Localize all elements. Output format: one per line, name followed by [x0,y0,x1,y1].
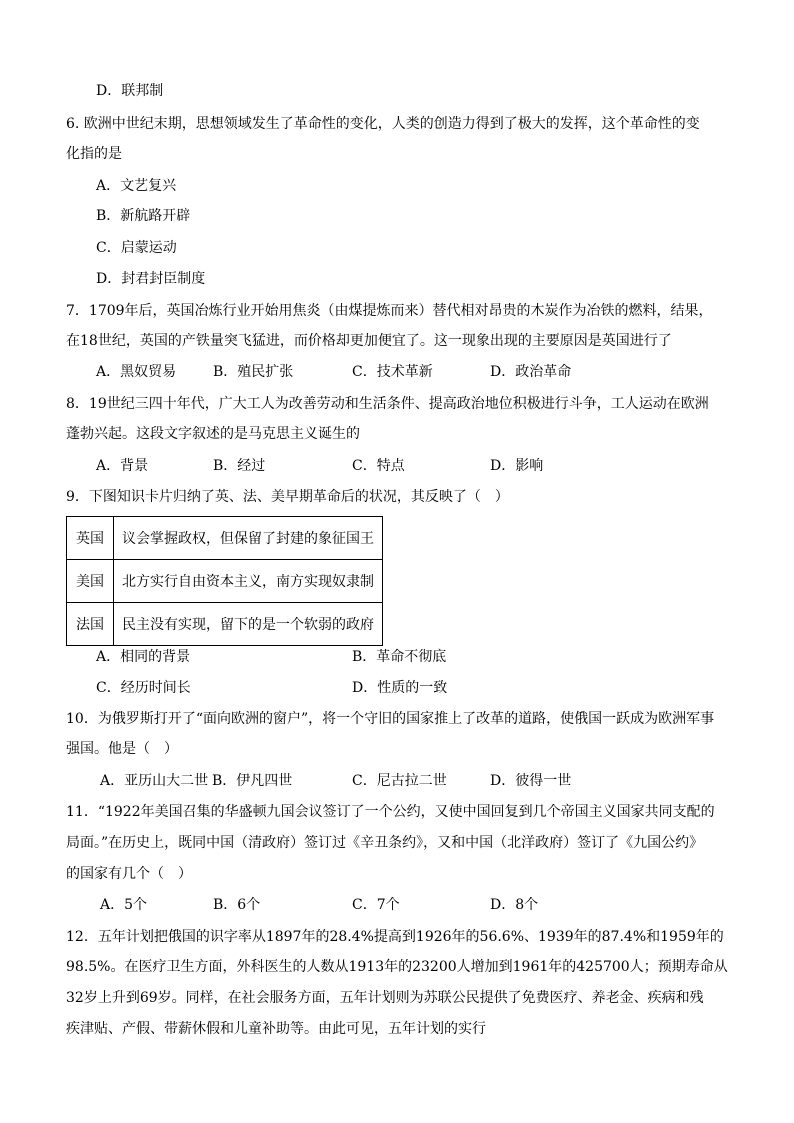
q8-stem-line2: 蓬勃兴起。这段文字叙述的是马克思主义诞生的 [66,426,360,442]
q8-option-d[interactable]: D．影响 [490,458,544,474]
q7-option-c[interactable]: C．技术革新 [352,364,433,380]
knowledge-card-table [66,516,383,646]
q12-stem-line4: 疾津贴、产假、带薪休假和儿童补助等。由此可见，五年计划的实行 [66,1021,486,1037]
table-cell-desc: 民主没有实现，留下的是一个软弱的政府 [114,603,383,646]
q10-option-a[interactable]: A．亚历山大二世 [100,773,209,789]
q6-option-d[interactable]: D．封君封臣制度 [96,271,206,287]
q6-stem-line2: 化指的是 [66,146,122,162]
q9-option-b[interactable]: B．革命不彻底 [352,649,447,665]
q12-stem-line3: 32岁上升到69岁。同样，在社会服务方面，五年计划则为苏联公民提供了免费医疗、养老金、疾病和残 [66,990,704,1006]
q11-option-d[interactable]: D．8个 [490,897,539,913]
q7-option-d[interactable]: D．政治革命 [490,364,572,380]
q8-option-c[interactable]: C．特点 [352,458,405,474]
q6-option-a[interactable]: A．文艺复兴 [96,178,177,194]
q7-stem-line2: 在18世纪，英国的产铁量突飞猛进，而价格却更加便宜了。这一现象出现的主要原因是英国进行了 [66,333,672,349]
q12-stem-line1: 12．五年计划把俄国的识字率从1897年的28.4%提高到1926年的56.6%、1939年的87.4%和1959年的 [66,929,724,945]
q7-option-a[interactable]: A．黑奴贸易 [96,364,177,380]
q8-option-b[interactable]: B．经过 [213,458,266,474]
q12-stem-line2: 98.5%。在医疗卫生方面，外科医生的人数从1913年的23200人增加到1961年的425700人；预期寿命从 [66,959,728,975]
q6-option-b[interactable]: B．新航路开辟 [96,208,191,224]
q7-option-b[interactable]: B．殖民扩张 [213,364,294,380]
q9-option-a[interactable]: A．相同的背景 [96,649,191,665]
q11-stem-line1: 11．“1922年美国召集的华盛顿九国会议签订了一个公约，又使中国回复到几个帝国主义国家共同支配的 [66,804,715,820]
table-row [67,603,383,646]
q6-stem-line1: 6. 欧洲中世纪末期，思想领域发生了革命性的变化，人类的创造力得到了极大的发挥，这个革命性的变 [66,116,700,132]
q7-stem-line1: 7．1709年后，英国冶炼行业开始用焦炎（由煤提炼而来）替代相对昂贵的木炭作为冶铁的燃料，结果， [66,303,713,319]
q10-stem-line2: 强国。他是（ ） [66,741,178,757]
q10-option-d[interactable]: D．彼得一世 [490,773,572,789]
q6-option-c[interactable]: C．启蒙运动 [96,240,177,256]
q10-stem-line1: 10．为俄罗斯打开了“面向欧洲的窗户”，将一个守旧的国家推上了改革的道路，使俄国一跃成为欧洲军事 [66,711,715,727]
q11-option-c[interactable]: C．7个 [352,897,400,913]
q11-option-b[interactable]: B．6个 [213,897,261,913]
q9-stem-line1: 9．下图知识卡片归纳了英、法、美早期革命后的状况，其反映了（ ） [66,489,509,505]
q8-stem-line1: 8．19世纪三四十年代，广大工人为改善劳动和生活条件、提高政治地位积极进行斗争，工人运动在欧洲 [66,396,709,412]
q11-option-a[interactable]: A．5个 [100,897,148,913]
table-cell-country: 法国 [67,603,114,646]
table-cell-country: 美国 [67,560,114,603]
q10-option-b[interactable]: B．伊凡四世 [212,773,293,789]
table-cell-desc: 北方实行自由资本主义，南方实现奴隶制 [114,560,383,603]
q9-option-d[interactable]: D．性质的一致 [352,680,448,696]
table-cell-desc: 议会掌握政权，但保留了封建的象征国王 [114,517,383,560]
q11-stem-line3: 的国家有几个（ ） [66,866,192,882]
q11-stem-line2: 局面。”在历史上，既同中国（清政府）签订过《辛丑条约》，又和中国（北洋政府）签订了《九国公约》 [66,835,704,851]
q9-option-c[interactable]: C．经历时间长 [96,680,191,696]
table-row [67,517,383,560]
table-cell-country: 英国 [67,517,114,560]
q5-option-d[interactable]: D．联邦制 [96,83,164,99]
table-row [67,560,383,603]
q8-option-a[interactable]: A．背景 [96,458,149,474]
q10-option-c[interactable]: C．尼古拉二世 [352,773,447,789]
